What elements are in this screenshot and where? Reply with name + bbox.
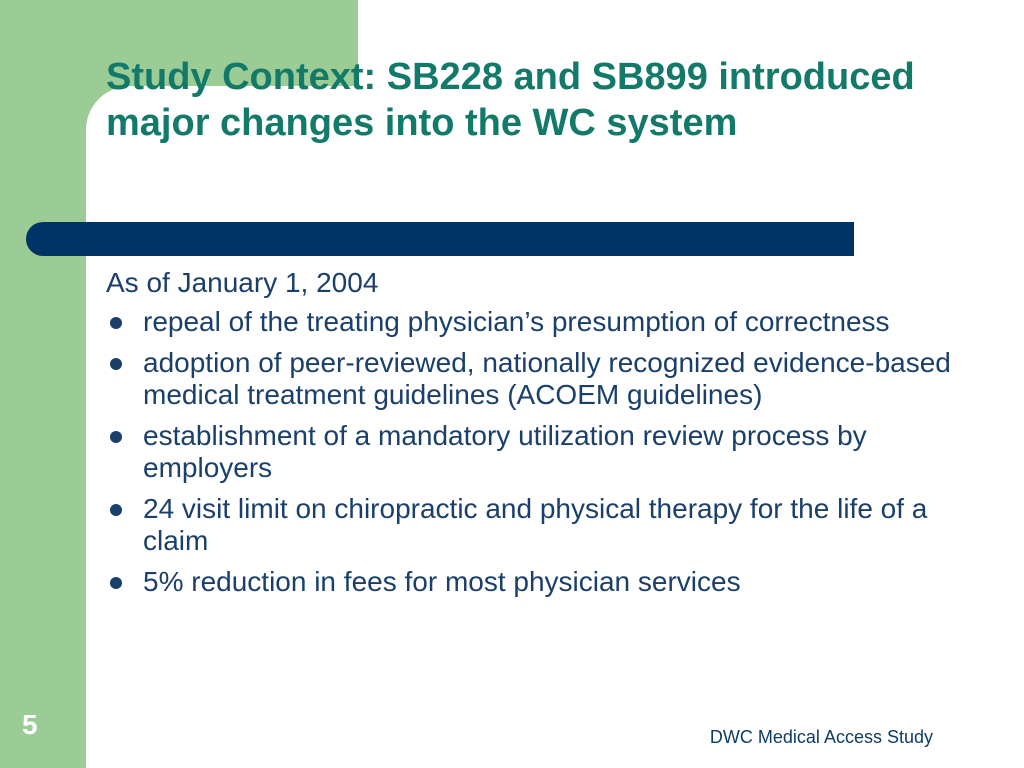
- bullet-dot-icon: [110, 358, 122, 370]
- bullet-text: 24 visit limit on chiropractic and physical therapy for the life of a claim: [143, 493, 928, 556]
- bullet-text: establishment of a mandatory utilization review process by employers: [143, 420, 867, 483]
- bullet-text: repeal of the treating physician’s presumption of correctness: [143, 306, 890, 337]
- bullet-text: 5% reduction in fees for most physician services: [143, 566, 741, 597]
- slide-content: [106, 266, 966, 607]
- bullet-item: [106, 566, 966, 598]
- bullet-item: [106, 347, 966, 411]
- intro-text: As of January 1, 2004: [106, 267, 379, 298]
- bullet-dot-icon: [110, 431, 122, 443]
- slide-title: Study Context: SB228 and SB899 introduced major changes into the WC system: [106, 56, 915, 144]
- slide-number: 5: [22, 709, 38, 740]
- bullet-dot-icon: [110, 317, 122, 329]
- bullet-text: adoption of peer-reviewed, nationally recognized evidence-based medical treatment guidelines (ACOEM guidelines): [143, 347, 951, 410]
- bullet-item: [106, 493, 966, 557]
- bullet-item: [106, 420, 966, 484]
- bullet-item: [106, 306, 966, 338]
- bullet-dot-icon: [110, 504, 122, 516]
- title-underline-bar: [26, 222, 854, 256]
- bullet-dot-icon: [110, 577, 122, 589]
- bullet-list: [106, 306, 966, 598]
- footer-text: DWC Medical Access Study: [709, 727, 933, 747]
